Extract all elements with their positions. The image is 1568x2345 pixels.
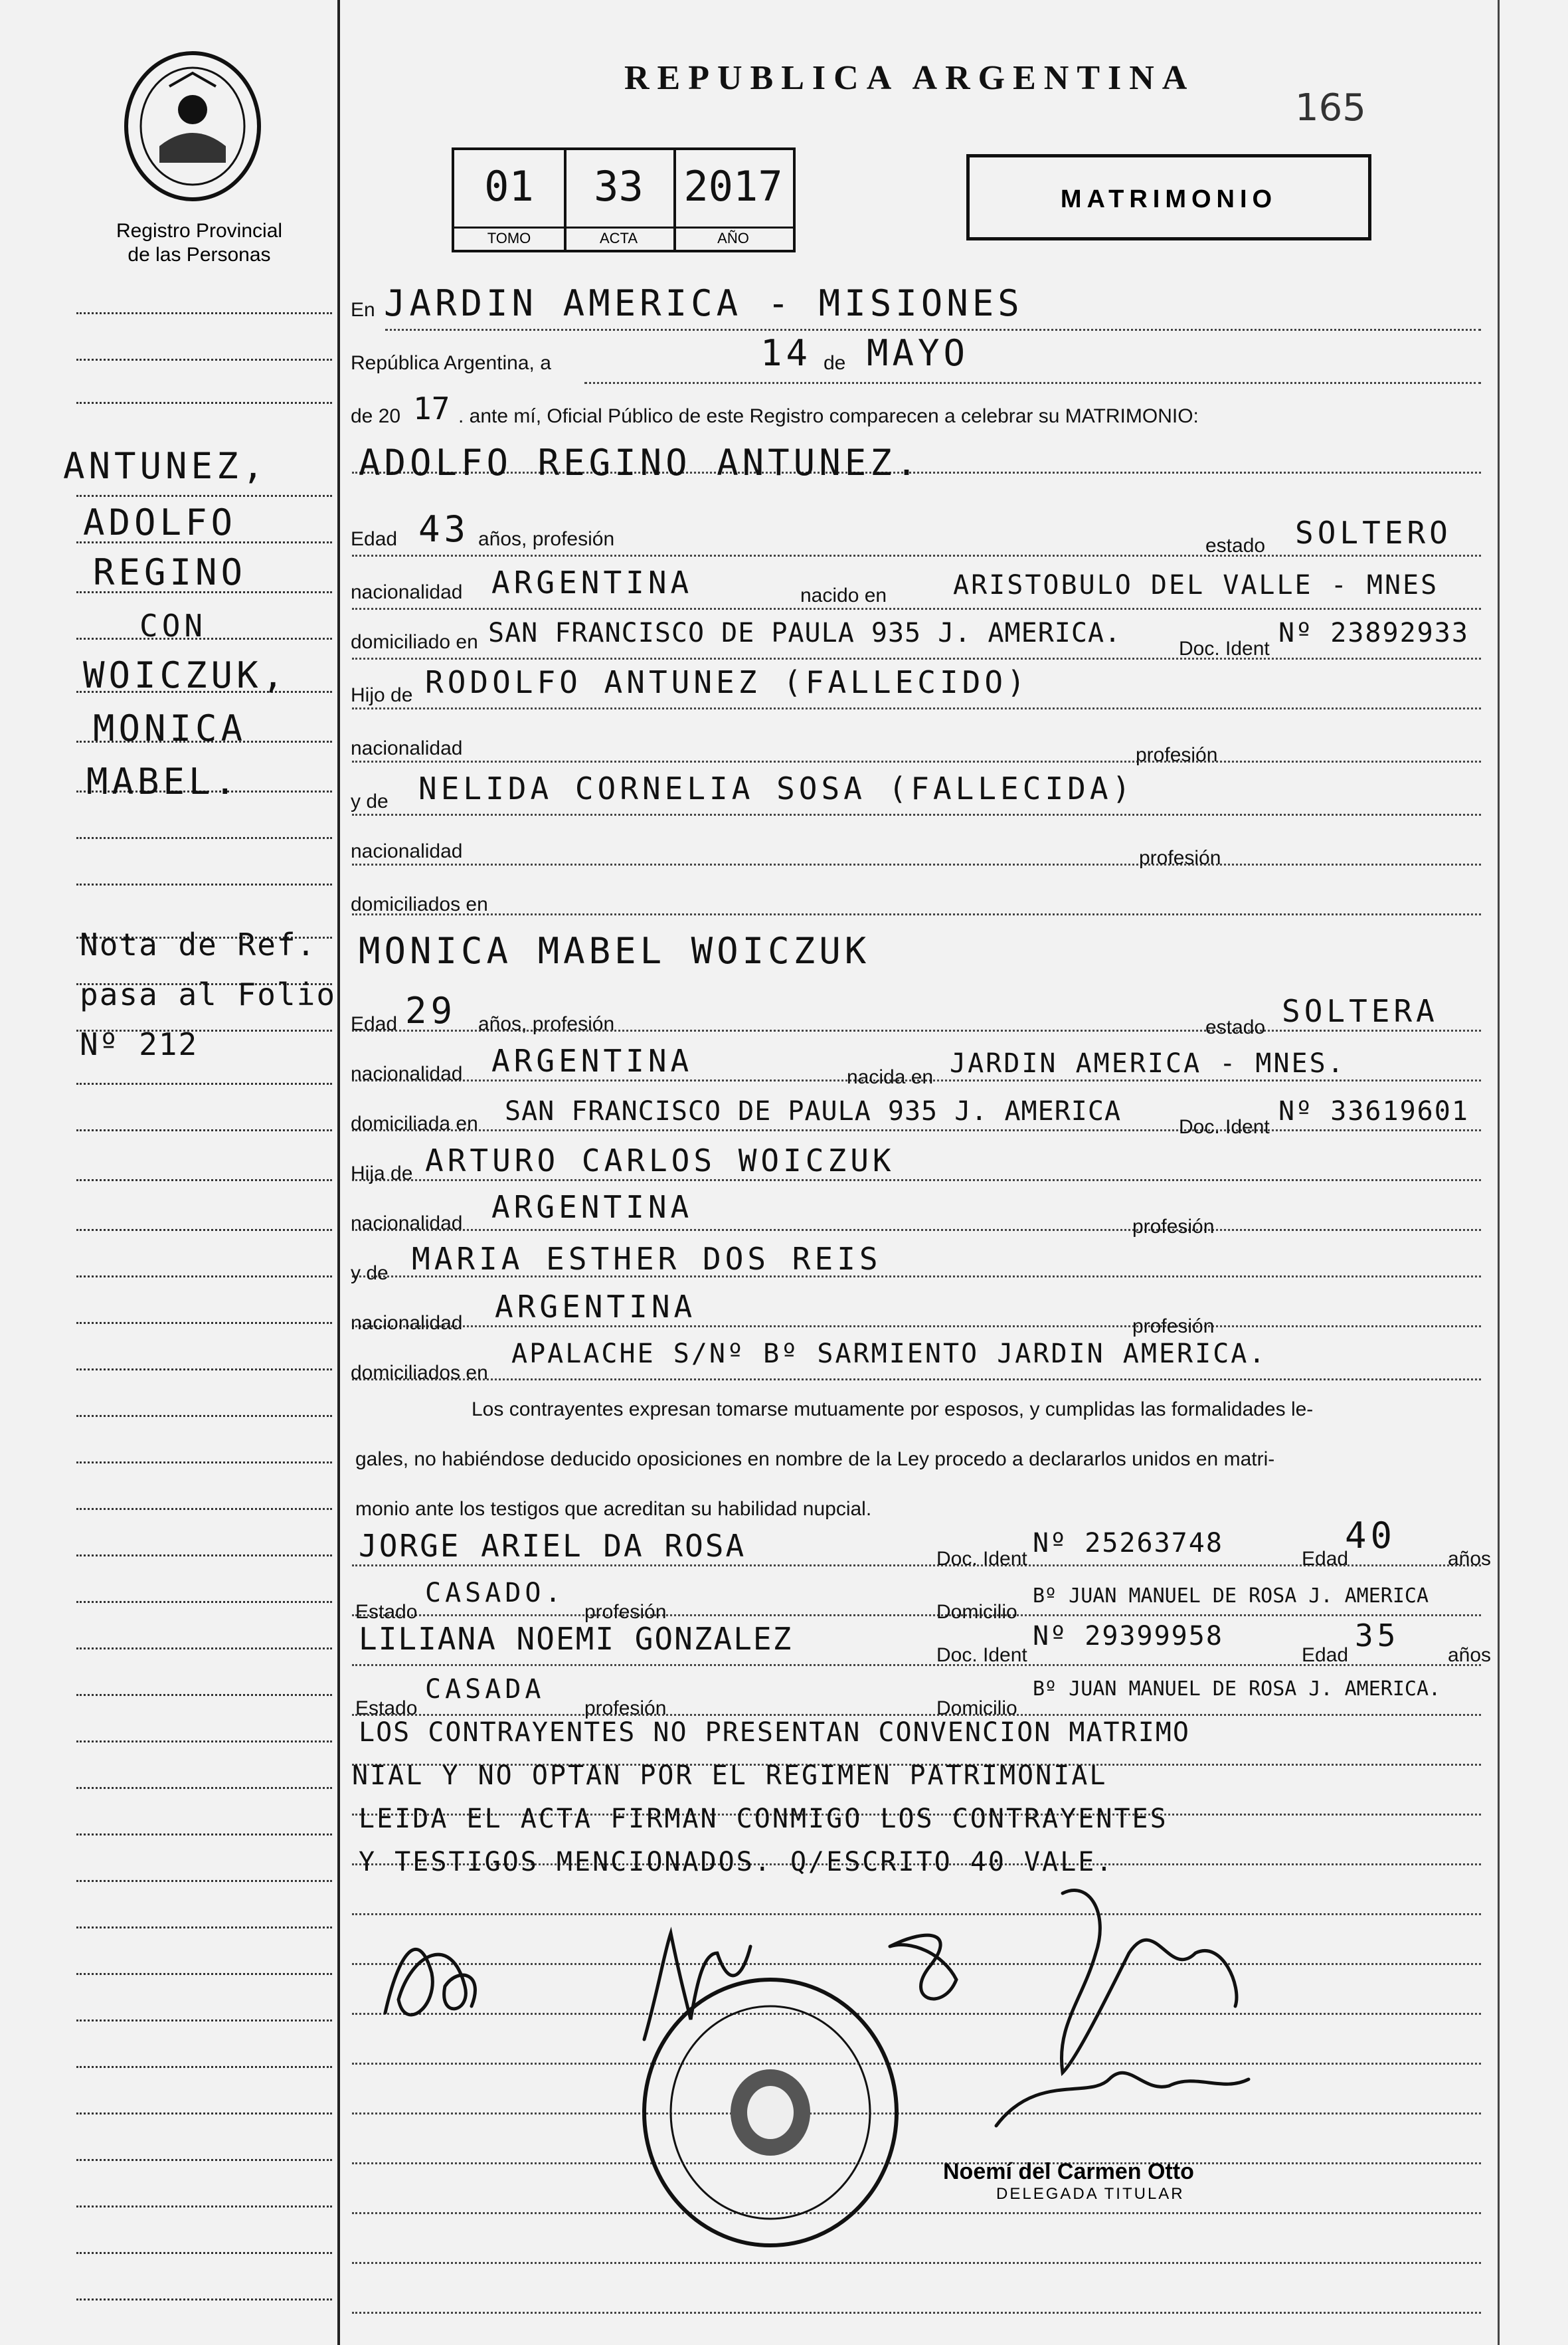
- label-domicilio-w1: Domicilio: [936, 1601, 1017, 1623]
- margin-dotline: [76, 1880, 332, 1882]
- label-nacionalidad: nacionalidad: [351, 581, 463, 603]
- label-hija-de: Hija de: [351, 1163, 413, 1184]
- label-nacionalidad-padre-bride: nacionalidad: [351, 1212, 463, 1234]
- bride-nacionalidad: ARGENTINA: [491, 1043, 693, 1079]
- signatures: [359, 1873, 1488, 2139]
- margin-dotline: [76, 2298, 332, 2300]
- act-type: MATRIMONIO: [1060, 185, 1278, 213]
- bride-father: ARTURO CARLOS WOICZUK: [425, 1143, 895, 1178]
- label-anios-profesion-bride: años, profesión: [478, 1013, 615, 1035]
- witness-1-address: Bº JUAN MANUEL DE ROSA J. AMERICA: [1033, 1584, 1429, 1608]
- right-margin-rule: [1498, 0, 1500, 2345]
- tomo-cell: [454, 150, 566, 250]
- label-profesion-w2: profesión: [584, 1697, 667, 1719]
- act-type-box: [966, 154, 1371, 240]
- label-profesion-madre-bride: profesión: [1132, 1315, 1215, 1337]
- margin-dotline: [76, 1179, 332, 1181]
- label-nacido-en: nacido en: [800, 585, 887, 607]
- label-doc-ident: Doc. Ident: [1179, 638, 1270, 660]
- folio-number: 165: [1295, 86, 1366, 130]
- bride-doc: Nº 33619601: [1278, 1096, 1469, 1127]
- note-line-3: LEIDA EL ACTA FIRMAN CONMIGO LOS CONTRAYENTES: [359, 1804, 1168, 1834]
- note-line-4: Y TESTIGOS MENCIONADOS. Q/ESCRITO 40 VALE.: [359, 1847, 1114, 1877]
- anio-label: AÑO: [673, 227, 793, 247]
- body-dotline: [352, 1179, 1481, 1181]
- label-hijo-de: Hijo de: [351, 684, 413, 706]
- margin-name-line-1: ANTUNEZ,: [63, 445, 268, 487]
- body-dotline: [584, 382, 1481, 384]
- margin-dotline: [76, 1833, 332, 1835]
- margin-dotline: [76, 1415, 332, 1417]
- margin-ref-line-2: pasa al Folio: [80, 977, 337, 1012]
- margin-dotline: [76, 1787, 332, 1789]
- label-profesion-w1: profesión: [584, 1601, 667, 1623]
- label-anios-profesion: años, profesión: [478, 528, 615, 550]
- body-dotline: [385, 329, 1481, 331]
- groom-estado: SOLTERO: [1295, 515, 1452, 551]
- label-profesion-madre: profesión: [1139, 847, 1221, 869]
- declaration-line-1: Los contrayentes expresan tomarse mutuamente por esposos, y cumplidas las formalidades le-: [472, 1398, 1314, 1420]
- body-dotline: [352, 2162, 1481, 2164]
- label-en: En: [351, 299, 375, 321]
- note-line-1: LOS CONTRAYENTES NO PRESENTAN CONVENCION MATRIMO: [359, 1717, 1190, 1748]
- body-dotline: [352, 814, 1481, 816]
- signature-officer: [996, 2073, 1249, 2126]
- groom-doc: Nº 23892933: [1278, 618, 1469, 648]
- label-nacionalidad-madre: nacionalidad: [351, 840, 463, 862]
- tomo-acta-box: [452, 147, 796, 252]
- body-dotline: [352, 658, 1481, 660]
- body-dotline: [352, 707, 1481, 709]
- margin-dotline: [76, 1461, 332, 1463]
- margin-name-line-6: MONICA: [93, 707, 247, 749]
- margin-dotline: [76, 1740, 332, 1742]
- label-nacida-en: nacida en: [847, 1066, 934, 1088]
- label-doc-ident-w2: Doc. Ident: [936, 1644, 1027, 1666]
- declaration-line-2: gales, no habiéndose deducido oposiciones en nombre de la Ley procedo a declararlos unidos en matri-: [355, 1448, 1275, 1470]
- label-domiciliada: domiciliada en: [351, 1113, 478, 1135]
- bride-birthplace: JARDIN AMERICA - MNES.: [950, 1048, 1346, 1079]
- witness-2-estado: CASADA: [425, 1674, 545, 1705]
- margin-dotline: [76, 1275, 332, 1277]
- label-estado-w2: Estado: [355, 1697, 418, 1719]
- label-domiciliados: domiciliados en: [351, 893, 488, 915]
- label-republica: República Argentina, a: [351, 352, 551, 374]
- label-edad-bride: Edad: [351, 1013, 398, 1035]
- margin-dotline: [76, 2159, 332, 2161]
- body-dotline: [352, 2312, 1481, 2314]
- body-dotline: [352, 2262, 1481, 2264]
- bride-name: MONICA MABEL WOICZUK: [359, 930, 871, 972]
- witness-1-estado: CASADO.: [425, 1578, 565, 1608]
- groom-birthplace: ARISTOBULO DEL VALLE - MNES: [953, 570, 1439, 601]
- margin-dotline: [76, 359, 332, 361]
- bride-parents-address: APALACHE S/Nº Bº SARMIENTO JARDIN AMERICA.: [511, 1339, 1267, 1369]
- margin-dotline: [76, 1508, 332, 1510]
- label-nacionalidad-bride: nacionalidad: [351, 1063, 463, 1085]
- body-dotline: [352, 608, 1481, 610]
- country-title: REPUBLICA ARGENTINA: [624, 59, 1195, 97]
- margin-name-line-7: MABEL.: [86, 761, 240, 802]
- margin-name-line-2: ADOLFO: [83, 502, 237, 543]
- body-dotline: [352, 1325, 1481, 1327]
- margin-dotline: [76, 2205, 332, 2207]
- label-domiciliado: domiciliado en: [351, 631, 478, 653]
- officer-block: [943, 2159, 1194, 2204]
- margin-dotline: [76, 2019, 332, 2021]
- label-anios-w2: años: [1448, 1644, 1492, 1666]
- label-nacionalidad-padre: nacionalidad: [351, 737, 463, 759]
- act-day: 14: [760, 332, 812, 374]
- signature-witness-2: [1061, 1891, 1237, 2073]
- registry-name: [80, 219, 319, 267]
- margin-dotline: [76, 1554, 332, 1556]
- margin-dotline: [76, 1368, 332, 1370]
- witness-1-doc: Nº 25263748: [1033, 1528, 1223, 1558]
- anio-value: 2017: [683, 162, 783, 211]
- label-de-mes: de: [824, 352, 846, 374]
- margin-dotline: [76, 495, 332, 497]
- witness-2-age: 35: [1355, 1618, 1400, 1653]
- body-dotline: [352, 1129, 1481, 1131]
- margin-dotline: [76, 1229, 332, 1231]
- acta-label: ACTA: [564, 227, 673, 247]
- margin-dotline: [76, 1129, 332, 1131]
- label-estado-bride: estado: [1205, 1016, 1266, 1038]
- label-estado: estado: [1205, 535, 1266, 557]
- body-dotline: [352, 2212, 1481, 2214]
- margin-ref-line-3: Nº 212: [80, 1026, 199, 1062]
- official-stamp-icon: [638, 1973, 903, 2252]
- body-dotline: [352, 1378, 1481, 1380]
- body-dotline: [352, 761, 1481, 763]
- registry-line-2: de las Personas: [128, 244, 271, 266]
- note-line-2: NIAL Y NO OPTAN POR EL REGIMEN PATRIMONIAL: [352, 1760, 1108, 1791]
- margin-name-line-4: CON: [139, 608, 207, 644]
- label-domiciliados-bride: domiciliados en: [351, 1362, 488, 1384]
- declaration-line-3: monio ante los testigos que acreditan su habilidad nupcial.: [355, 1498, 872, 1520]
- act-month: MAYO: [867, 332, 970, 374]
- act-place: JARDIN AMERICA - MISIONES: [384, 282, 1023, 324]
- margin-dotline: [76, 837, 332, 839]
- groom-father: RODOLFO ANTUNEZ (FALLECIDO): [425, 664, 1029, 700]
- witness-1-name: JORGE ARIEL DA ROSA: [359, 1528, 746, 1564]
- margin-dotline: [76, 2252, 332, 2254]
- bride-address: SAN FRANCISCO DE PAULA 935 J. AMERICA: [505, 1096, 1122, 1127]
- label-edad: Edad: [351, 528, 398, 550]
- provincial-seal-icon: [120, 47, 266, 206]
- acta-cell: [564, 150, 676, 250]
- label-edad-w1: Edad: [1302, 1548, 1349, 1570]
- margin-ref-line-1: Nota de Ref.: [80, 927, 317, 963]
- label-y-de-bride: y de: [351, 1262, 389, 1284]
- margin-name-line-5: WOICZUK,: [83, 654, 288, 696]
- witness-2-address: Bº JUAN MANUEL DE ROSA J. AMERICA.: [1033, 1677, 1441, 1701]
- body-dotline: [352, 864, 1481, 866]
- bride-age: 29: [405, 990, 457, 1032]
- label-doc-ident-w1: Doc. Ident: [936, 1548, 1027, 1570]
- tomo-value: 01: [484, 162, 534, 211]
- body-dotline: [352, 1229, 1481, 1231]
- witness-2-doc: Nº 29399958: [1033, 1621, 1223, 1651]
- label-nacionalidad-madre-bride: nacionalidad: [351, 1312, 463, 1334]
- officer-title: DELEGADA TITULAR: [996, 2185, 1185, 2203]
- body-dotline: [352, 1614, 1481, 1616]
- body-dotline: [352, 913, 1481, 915]
- label-profesion-padre: profesión: [1136, 744, 1218, 766]
- witness-1-age: 40: [1345, 1515, 1397, 1556]
- margin-dotline: [76, 1926, 332, 1928]
- margin-dotline: [76, 2112, 332, 2114]
- label-ante-mi: . ante mí, Oficial Público de este Registro comparecen a celebrar su MATRIMONIO:: [458, 405, 1199, 427]
- bride-mother-nacionalidad: ARGENTINA: [495, 1289, 697, 1325]
- tomo-label: TOMO: [454, 227, 564, 247]
- margin-dotline: [76, 1083, 332, 1085]
- margin-dotline: [76, 1647, 332, 1649]
- groom-age: 43: [418, 508, 470, 550]
- label-profesion-padre-bride: profesión: [1132, 1216, 1215, 1238]
- label-y-de: y de: [351, 791, 389, 812]
- margin-dotline: [76, 1322, 332, 1324]
- margin-dotline: [76, 1973, 332, 1975]
- margin-dotline: [76, 312, 332, 314]
- bride-father-nacionalidad: ARGENTINA: [491, 1189, 693, 1225]
- margin-dotline: [76, 1694, 332, 1696]
- groom-mother: NELIDA CORNELIA SOSA (FALLECIDA): [418, 771, 1135, 806]
- margin-dotline: [76, 1601, 332, 1603]
- acta-value: 33: [594, 162, 644, 211]
- groom-address: SAN FRANCISCO DE PAULA 935 J. AMERICA.: [488, 618, 1122, 648]
- body-dotline: [352, 555, 1481, 557]
- anio-cell: [673, 150, 793, 250]
- label-edad-w2: Edad: [1302, 1644, 1349, 1666]
- groom-nacionalidad: ARGENTINA: [491, 565, 693, 601]
- body-dotline: [352, 1714, 1481, 1716]
- label-de-anio: de 20: [351, 405, 401, 427]
- witness-2-name: LILIANA NOEMI GONZALEZ: [359, 1621, 793, 1657]
- bride-mother: MARIA ESTHER DOS REIS: [412, 1241, 882, 1277]
- signature-groom: [385, 1949, 475, 2015]
- act-year-suffix: 17: [413, 391, 450, 426]
- groom-name: ADOLFO REGINO ANTUNEZ.: [359, 442, 922, 484]
- registry-line-1: Registro Provincial: [116, 220, 283, 242]
- label-estado-w1: Estado: [355, 1601, 418, 1623]
- margin-dotline: [76, 402, 332, 404]
- bride-estado: SOLTERA: [1282, 993, 1438, 1029]
- officer-name: Noemí del Carmen Otto: [943, 2159, 1194, 2184]
- label-doc-ident-bride: Doc. Ident: [1179, 1116, 1270, 1138]
- margin-rule: [337, 0, 340, 2345]
- label-domicilio-w2: Domicilio: [936, 1697, 1017, 1719]
- margin-dotline: [76, 884, 332, 886]
- margin-name-line-3: REGINO: [93, 551, 247, 593]
- margin-dotline: [76, 2066, 332, 2068]
- label-anios-w1: años: [1448, 1548, 1492, 1570]
